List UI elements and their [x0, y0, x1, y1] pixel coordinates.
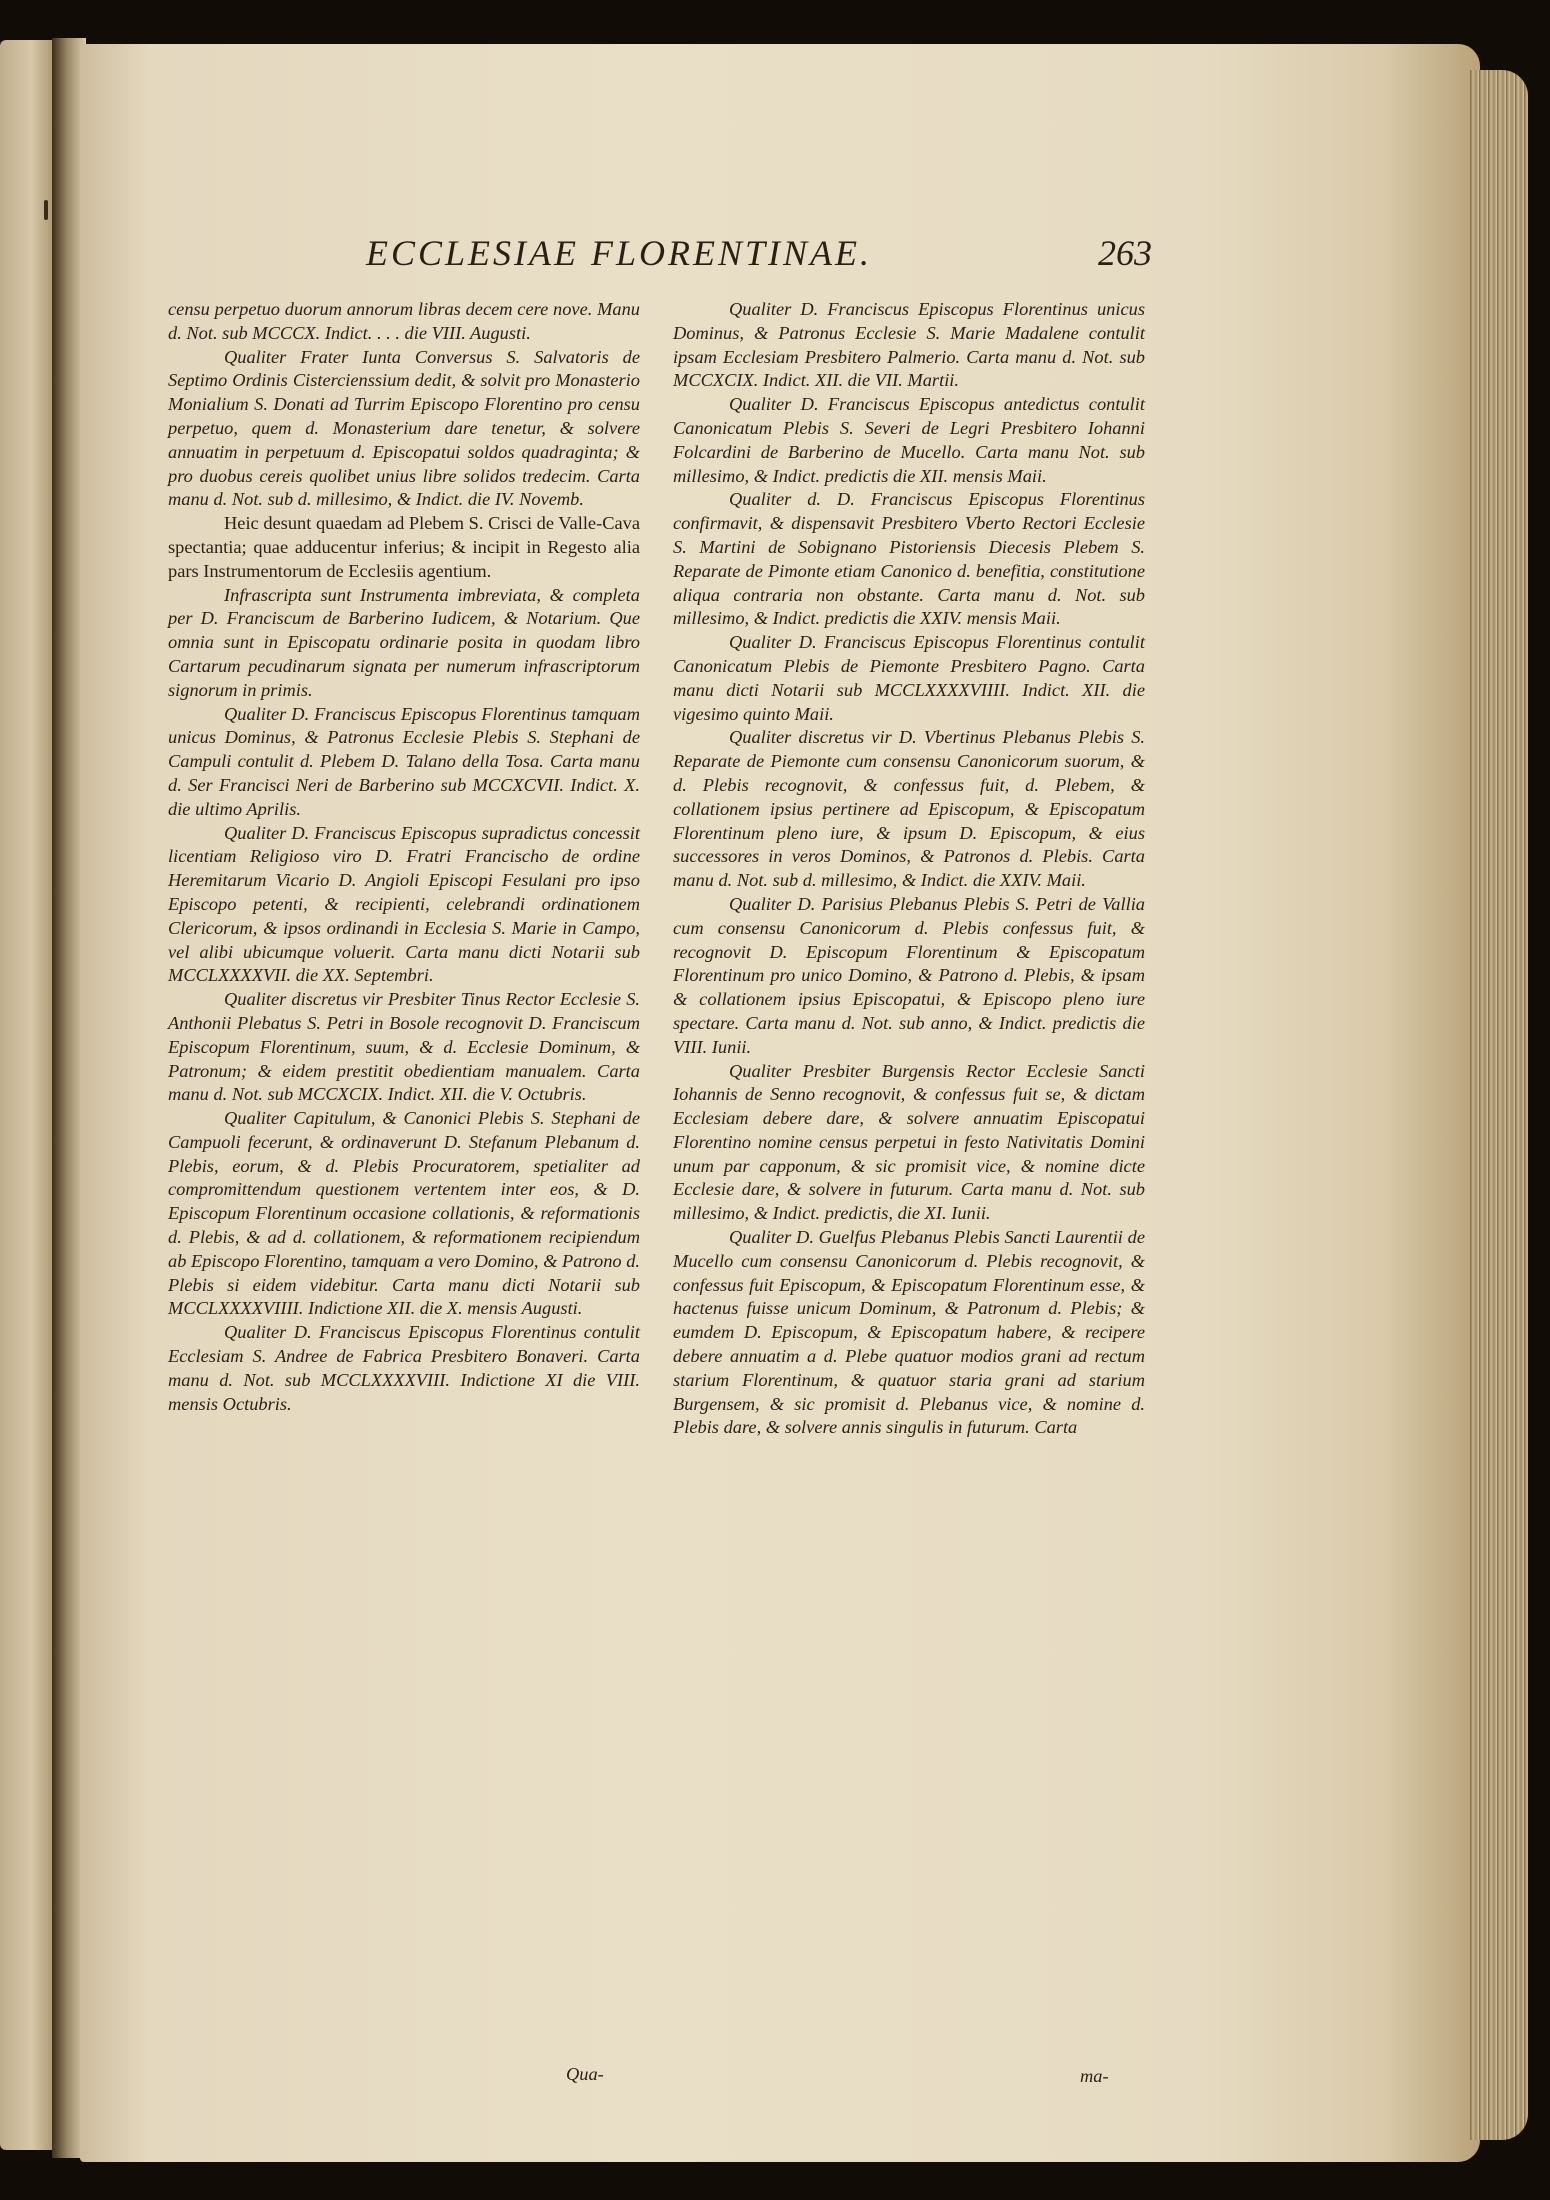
paragraph: Qualiter d. D. Franciscus Episcopus Florentinus confirmavit, & dispensavit Presbitero Vberto Rectori Ecclesie S. Martini de Sobignano Pistoriensis Diecesis Plebem S. Reparate de Pimonte etiam Canonico d. benefitia, constitutione aliqua contraria non obstante. Carta manu d. Not. sub millesimo, & Indict. predictis die XXIV. mensis Maii. [673, 489, 1145, 629]
paragraph: Qualiter D. Franciscus Episcopus antedictus contulit Canonicatum Plebis S. Severi de Legri Presbitero Iohanni Folcardini de Barberino de Mucello. Carta manu Not. sub millesimo, & Indict. predictis die XII. mensis Maii. [673, 394, 1145, 486]
paragraph: Qualiter Frater Iunta Conversus S. Salvatoris de Septimo Ordinis Cistercienssium dedit, & solvit pro Monasterio Monialium S. Donati ad Turrim Episcopo Florentino pro censu perpetuo, quem d. Monasterium dare tenetur, & solvere annuatim in perpetuum d. Episcopatui soldos quadraginta; & pro duobus cereis quolibet unius libre solidos tredecim. Carta manu d. Not. sub d. millesimo, & Indict. die IV. Novemb. [168, 346, 640, 510]
left-catchword: Qua- [566, 2064, 604, 2084]
page-edges [1470, 70, 1528, 2140]
right-catchword: ma- [1080, 2066, 1109, 2086]
right-column [673, 298, 1145, 1440]
paragraph: Infrascripta sunt Instrumenta imbreviata, & completa per D. Franciscum de Barberino Iudicem, & Notarium. Que omnia sunt in Episcopatu ordinarie posita in quodam libro Cartarum pecudinarum signata per numerum infrascriptorum signorum in primis. [168, 584, 640, 700]
paragraph: Qualiter D. Guelfus Plebanus Plebis Sancti Laurentii de Mucello cum consensu Canonicorum d. Plebis recognovit, & confessus fuit Episcopum, & Episcopatum Florentinum esse, & hactenus fuisse unicum Dominum, & Patronum d. Plebis; & eumdem D. Episcopum, & Episcopatum habere, & recipere debere annuatim a d. Plebe quatuor modios grani ad rectum starium Florentinum, & quatuor staria grani ad starium Burgensem, & sic promisit d. Plebanus vice, & nomine d. Plebis dare, & solvere annis singulis in futurum. Carta [673, 1227, 1145, 1438]
paragraph: censu perpetuo duorum annorum libras decem cere nove. Manu d. Not. sub MCCCX. Indict. . . . die VIII. Augusti. [168, 299, 640, 343]
paragraph: Qualiter discretus vir Presbiter Tinus Rector Ecclesie S. Anthonii Plebatus S. Petri in Bosole recognovit D. Franciscum Episcopum Florentinum, suum, & d. Ecclesie Dominum, & Patronum; & eidem prestitit obedientiam manualem. Carta manu d. Not. sub MCCXCIX. Indict. XII. die V. Octubris. [168, 989, 640, 1105]
paragraph: Qualiter Capitulum, & Canonici Plebis S. Stephani de Campuoli fecerunt, & ordinaverunt D. Stefanum Plebanum d. Plebis, eorum, & d. Plebis Procuratorem, spetialiter ad compromittendum questionem vertentem inter eos, & D. Episcopum Florentinum occasione collationis, & reformationis d. Plebis, & ad d. collationem, & reformationem recipiendum ab Episcopo Florentino, tamquam a vero Domino, & Patrono d. Plebis si eidem videbitur. Carta manu dicti Notarii sub MCCLXXXXVIIII. Indictione XII. die X. mensis Augusti. [168, 1108, 640, 1319]
paragraph: Qualiter D. Franciscus Episcopus Florentinus contulit Canonicatum Plebis de Piemonte Presbitero Pagno. Carta manu dicti Notarii sub MCCLXXXXVIIII. Indict. XII. die vigesimo quinto Maii. [673, 632, 1145, 724]
paragraph: Qualiter discretus vir D. Vbertinus Plebanus Plebis S. Reparate de Piemonte cum consensu Canonicorum suorum, & d. Plebis recognovit, & confessus fuit, d. Plebem, & collationem ipsius pertinere ad Episcopum, & Episcopatum Florentinum pleno iure, & ipsum D. Episcopum, & eius successores in veros Dominos, & Patronos d. Plebis. Carta manu d. Not. sub d. millesimo, & Indict. die XXIV. Maii. [673, 727, 1145, 891]
facing-page-edge [0, 40, 58, 2150]
paragraph: Qualiter Presbiter Burgensis Rector Ecclesie Sancti Iohannis de Senno recognovit, & confessus fuit se, & dictam Ecclesiam debere dare, & solvere annuatim Episcopatui Florentino nomine census perpetui in festo Nativitatis Domini unum par capponum, & sic promisit vice, & nomine dicte Ecclesie dare, & solvere in futurum. Carta manu d. Not. sub millesimo, & Indict. predictis, die XI. Iunii. [673, 1060, 1145, 1224]
paragraph: Qualiter D. Franciscus Episcopus Florentinus tamquam unicus Dominus, & Patronus Ecclesie Plebis S. Stephani de Campuli contulit d. Plebem D. Talano della Tosa. Carta manu d. Ser Francisci Neri de Barberino sub MCCXCVII. Indict. X. die ultimo Aprilis. [168, 703, 640, 819]
page-content [168, 232, 1168, 2102]
editor-note: Heic desunt quaedam ad Plebem S. Crisci de Valle-Cava spectantia; quae adducentur inferius; & incipit in Regesto alia pars Instrumentorum de Ecclesiis agentium. [168, 513, 640, 581]
page-number: 263 [1098, 233, 1152, 273]
paragraph: Qualiter D. Franciscus Episcopus Florentinus contulit Ecclesiam S. Andree de Fabrica Presbitero Bonaveri. Carta manu d. Not. sub MCCLXXXXVIII. Indictione XI die VIII. mensis Octubris. [168, 1322, 640, 1414]
running-head: ECCLESIAE FLORENTINAE. [366, 233, 872, 273]
paragraph: Qualiter D. Franciscus Episcopus Florentinus unicus Dominus, & Patronus Ecclesie S. Marie Madalene contulit ipsam Ecclesiam Presbitero Palmerio. Carta manu d. Not. sub MCCXCIX. Indict. XII. die VII. Martii. [673, 299, 1145, 391]
left-column [168, 298, 640, 1416]
margin-mark [44, 200, 48, 220]
paragraph: Qualiter D. Parisius Plebanus Plebis S. Petri de Vallia cum consensu Canonicorum d. Plebis confessus fuit, & recognovit D. Episcopum Florentinum & Episcopatum Florentinum pro unico Domino, & Patrono d. Plebis, & ipsam & collationem ipsius Episcopatui, & Episcopo pleno iure spectare. Carta manu d. Not. sub anno, & Indict. predictis die VIII. Iunii. [673, 893, 1145, 1057]
paragraph: Qualiter D. Franciscus Episcopus supradictus concessit licentiam Religioso viro D. Fratri Francischo de ordine Heremitarum Vicario D. Angioli Episcopi Fesulani pro ipso Episcopo petenti, & recipienti, celebrandi ordinationem Clericorum, & ipsos ordinandi in Ecclesia S. Marie in Campo, vel alibi ubicumque voluerit. Carta manu dicti Notarii sub MCCLXXXXVII. die XX. Septembri. [168, 822, 640, 986]
